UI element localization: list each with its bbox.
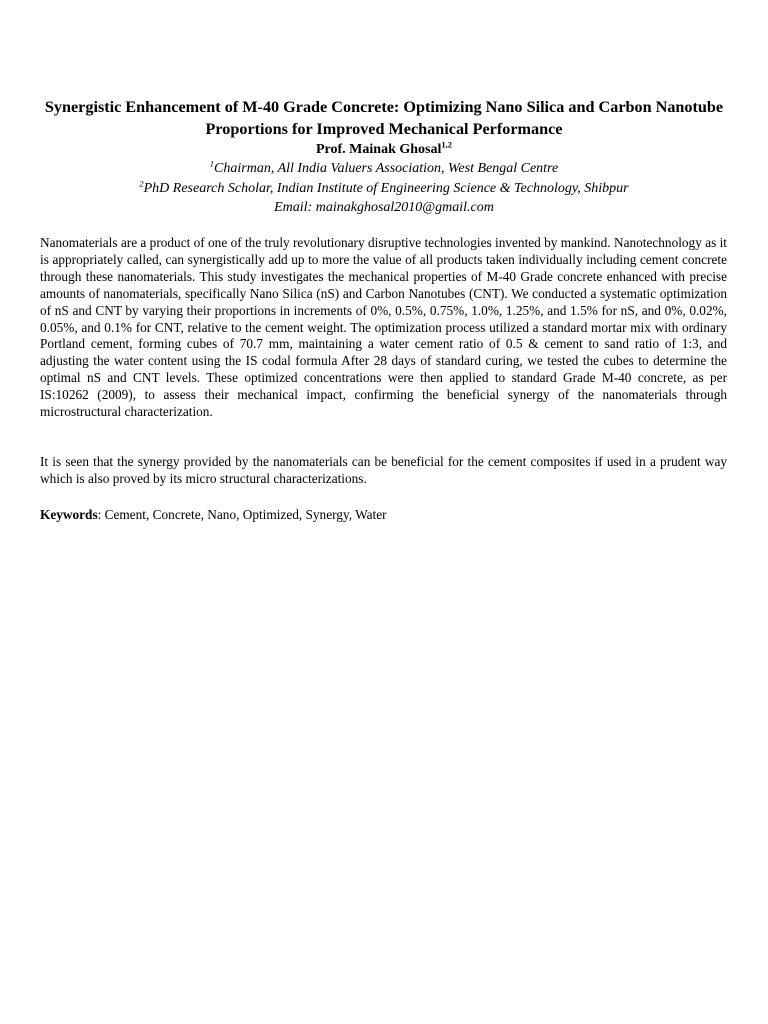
paper-header bbox=[30, 96, 738, 218]
email-line: Email: mainakghosal2010@gmail.com bbox=[274, 200, 494, 215]
abstract-paragraph: Nanomaterials are a product of one of the truly revolutionary disruptive technologies invented by mankind. Nanotechnology as it is appropriately called, can synergistically add up to more the value of all products taken individually including cement concrete through these nanomaterials. This study investigates the mechanical properties of M-40 Grade concrete enhanced with precise amounts of nanomaterials, specifically Nano Silica (nS) and Carbon Nanotubes (CNT). We conducted a systematic optimization of nS and CNT by varying their proportions in increments of 0%, 0.5%, 0.75%, 1.0%, 1.25%, and 1.5% for nS, and 0%, 0.02%, 0.05%, and 0.1% for CNT, relative to the cement weight. The optimization process utilized a standard mortar mix with ordinary Portland cement, forming cubes of 70.7 mm, maintaining a water cement ratio of 0.5 & cement to sand ratio of 1:3, and adjusting the water content using the IS codal formula After 28 days of standard curing, we tested the cubes to determine the optimal nS and CNT levels. These optimized concentrations were then applied to standard Grade M-40 concrete, as per IS:10262 (2009), to assess their mechanical impact, confirming the beneficial synergy of the nanomaterials through microstructural characterization. bbox=[40, 235, 727, 420]
affiliation-1-mark: 1 bbox=[209, 158, 215, 169]
keywords-line bbox=[40, 507, 727, 524]
affiliation-1-text: Chairman, All India Valuers Association, West Bengal Centre bbox=[214, 161, 559, 176]
keywords-list: : Cement, Concrete, Nano, Optimized, Synergy, Water bbox=[97, 507, 387, 522]
author-superscript: 1,2 bbox=[441, 139, 452, 150]
affiliation-2 bbox=[30, 179, 738, 199]
conclusion-paragraph: It is seen that the synergy provided by the nanomaterials can be beneficial for the cement composites if used in a prudent way which is also proved by its micro structural characterizations. bbox=[40, 454, 727, 486]
affiliation-2-text: PhD Research Scholar, Indian Institute of Engineering Science & Technology, Shibpur bbox=[143, 180, 629, 196]
author-line bbox=[30, 140, 738, 159]
affiliation-2-mark: 2 bbox=[139, 177, 144, 188]
keywords-label: Keywords bbox=[40, 507, 98, 522]
author-name: Prof. Mainak Ghosal bbox=[316, 142, 442, 157]
affiliation-1 bbox=[30, 159, 738, 179]
paper-title: Synergistic Enhancement of M-40 Grade Concrete: Optimizing Nano Silica and Carbon Nanotube Proportions for Improved Mechanical Performance bbox=[44, 98, 724, 138]
